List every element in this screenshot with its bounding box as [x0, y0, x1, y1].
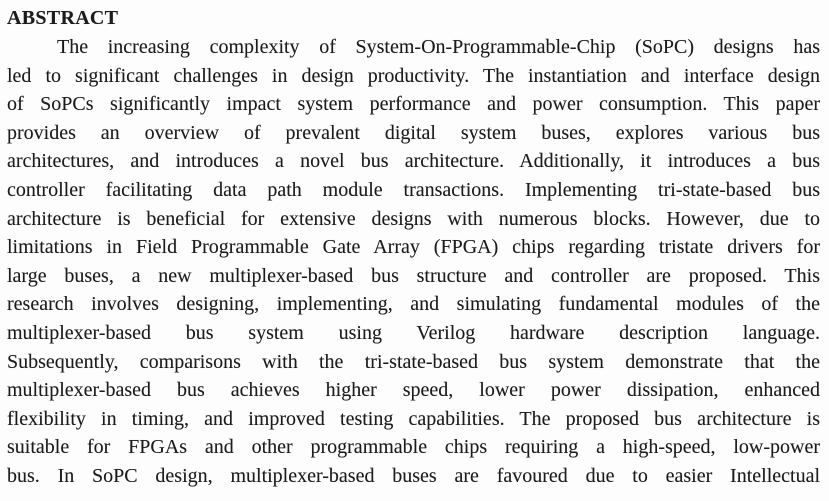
- abstract-line: of SoPCs significantly impact system performance and power consumption. This paper: [7, 93, 820, 116]
- abstract-line: controller facilitating data path module transactions. Implementing tri-state-based bus: [7, 178, 820, 201]
- abstract-line: architecture is beneficial for extensive designs with numerous blocks. However, due to: [7, 207, 820, 230]
- abstract-line: flexibility in timing, and improved testing capabilities. The proposed bus architecture is: [7, 407, 820, 430]
- abstract-line: led to significant challenges in design productivity. The instantiation and interface design: [7, 64, 820, 87]
- abstract-line: multiplexer-based bus system using Verilog hardware description language.: [7, 321, 820, 344]
- abstract-line: architectures, and introduces a novel bus architecture. Additionally, it introduces a bus: [7, 150, 820, 173]
- abstract-line: provides an overview of prevalent digital system buses, explores various bus: [7, 121, 820, 144]
- abstract-line: large buses, a new multiplexer-based bus structure and controller are proposed. This: [7, 264, 820, 287]
- abstract-line: Subsequently, comparisons with the tri-state-based bus system demonstrate that the: [7, 350, 820, 373]
- abstract-line: The increasing complexity of System-On-Programmable-Chip (SoPC) designs has: [57, 36, 820, 58]
- abstract-line: suitable for FPGAs and other programmable chips requiring a high-speed, low-power: [7, 436, 820, 459]
- abstract-line: limitations in Field Programmable Gate Array (FPGA) chips regarding tristate drivers for: [7, 236, 820, 259]
- abstract-heading: ABSTRACT: [7, 7, 119, 29]
- abstract-line: multiplexer-based bus achieves higher speed, lower power dissipation, enhanced: [7, 379, 820, 402]
- abstract-line: research involves designing, implementing, and simulating fundamental modules of the: [7, 293, 820, 316]
- abstract-paragraph: [7, 33, 820, 491]
- abstract-line: bus. In SoPC design, multiplexer-based buses are favoured due to easier Intellectual: [7, 464, 820, 487]
